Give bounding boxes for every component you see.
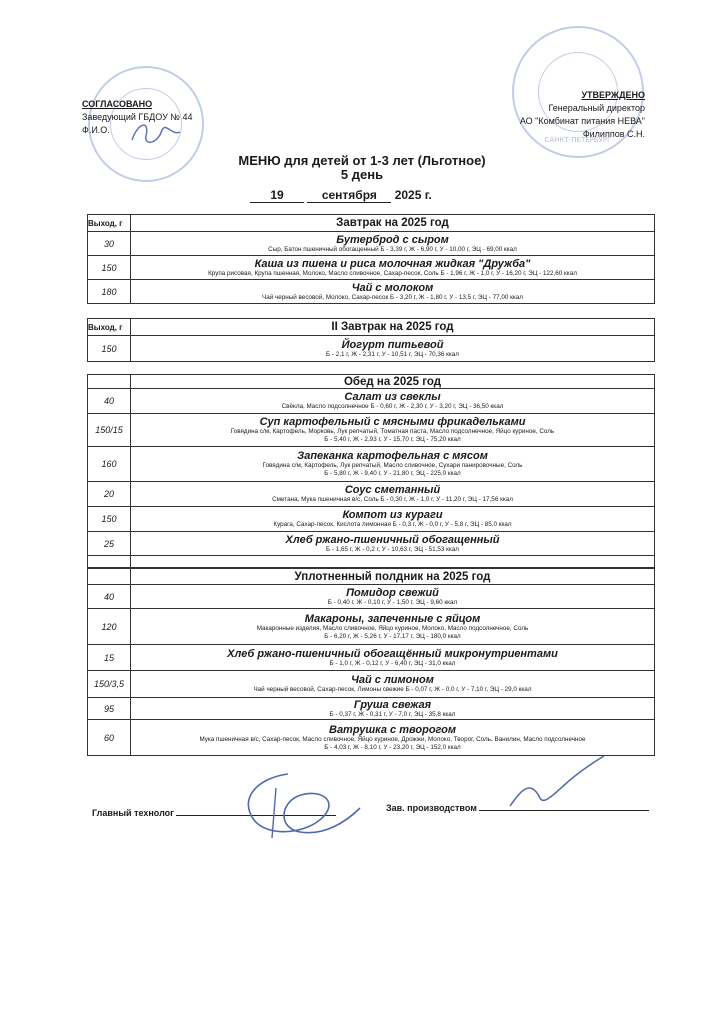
menu-row — [88, 671, 655, 698]
dish-name: Хлеб ржано-пшеничный обогащенный — [285, 533, 500, 546]
dish-detail: Чай черный весовой, Сахар-песок, Лимоны свежие Б - 0,07 г, Ж - 0,0 г, У - 7,10 г, ЭЦ - 29,0 ккал — [253, 686, 532, 693]
signature-left — [128, 116, 188, 152]
dish-name: Хлеб ржано-пшеничный обогащённый микронутриентами — [227, 647, 558, 660]
row-output: 20 — [88, 482, 131, 507]
row-output: 160 — [88, 447, 131, 482]
menu-row — [88, 645, 655, 671]
menu-row — [88, 482, 655, 507]
dish-nutrition: Б - 5,40 г, Ж - 2,93 г, У - 15,70 г, ЭЦ - 75,20 ккал — [324, 436, 461, 443]
dish-nutrition: Б - 6,20 г, Ж - 5,26 г, У - 17,17 г, ЭЦ - 180,0 ккал — [324, 632, 461, 640]
menu-row — [88, 609, 655, 645]
dish-detail: Говядина с/м, Картофель, Лук репчатый, Масло сливочное, Сухари панировочные, Соль — [262, 462, 523, 469]
dish-nutrition: Б - 5,80 г, Ж - 9,40 г, У - 21,80 г, ЭЦ - 225,0 ккал — [324, 470, 461, 477]
section-afternoon-snack — [87, 568, 655, 756]
menu-row — [88, 698, 655, 720]
menu-row — [88, 414, 655, 447]
dish-detail: Б - 1,0 г, Ж - 0,12 г, У - 6,40 г, ЭЦ - 31,0 ккал — [329, 659, 456, 667]
row-output: 40 — [88, 389, 131, 414]
section-title: Обед на 2025 год — [131, 375, 655, 389]
output-header: Выход, г — [88, 215, 131, 232]
row-output: 40 — [88, 585, 131, 609]
prod-label: Зав. производством — [386, 803, 477, 813]
dish-detail: Свёкла, Масло подсолнечное Б - 0,60 г, Ж - 2,30 г, У - 3,20 г, ЭЦ - 36,50 ккал — [281, 403, 504, 410]
row-output: 150 — [88, 336, 131, 362]
dish-name: Соус сметанный — [344, 484, 441, 496]
section-lunch — [87, 374, 655, 568]
dish-name: Груша свежая — [353, 698, 432, 711]
dish-detail: Сыр, Батон пшеничный обогащенный Б - 3,39 г, Ж - 6,90 г, У - 10,00 г, ЭЦ - 69,00 ккал — [268, 245, 517, 253]
menu-date — [250, 188, 432, 203]
dish-name: Бутерброд с сыром — [336, 233, 449, 246]
approval-right-title: УТВЕРЖДЕНО — [581, 90, 645, 100]
date-day: 19 — [250, 188, 304, 203]
dish-detail: Говядина с/м, Картофель, Морковь, Лук репчатый, Томатная паста, Масло подсолнечное, Яйцо куриное, Соль — [230, 428, 555, 435]
dish-detail: Б - 2,1 г, Ж - 2,31 г, У - 10,51 г, ЭЦ - 70,36 ккал — [326, 350, 459, 358]
menu-day: 5 день — [340, 167, 384, 182]
date-year: 2025 г. — [394, 188, 432, 202]
row-output: 120 — [88, 609, 131, 645]
output-header — [88, 569, 131, 585]
section-title: Уплотненный полдник на 2025 год — [131, 569, 655, 585]
dish-name: Салат из свеклы — [344, 391, 441, 403]
menu-row — [88, 280, 655, 304]
output-header: Выход, г — [88, 319, 131, 336]
approval-left-name: Ф.И.О. — [82, 125, 110, 135]
approval-right-position: Генеральный директор — [548, 103, 645, 113]
row-output: 30 — [88, 232, 131, 256]
row-output: 150 — [88, 507, 131, 532]
dish-name: Компот из кураги — [342, 509, 443, 521]
menu-row — [88, 232, 655, 256]
dish-name: Запеканка картофельная с мясом — [297, 450, 488, 462]
dish-detail: Курага, Сахар-песок, Кислота лимонная Б - 0,3 г, Ж - 0,0 г, У - 5,8 г, ЭЦ - 85,0 ккал — [273, 521, 512, 528]
signature-tech — [228, 768, 368, 852]
dish-name: Суп картофельный с мясными фрикадельками — [259, 416, 526, 428]
dish-detail: Б - 0,37 г, Ж - 0,31 г, У - 7,0 г, ЭЦ - 35,8 ккал — [329, 710, 456, 718]
tech-label: Главный технолог — [92, 808, 174, 818]
row-output: 150/3,5 — [88, 671, 131, 698]
dish-name: Макароны, запеченные с яйцом — [304, 612, 481, 625]
dish-name: Йогурт питьевой — [341, 338, 444, 351]
dish-detail: Макаронные изделия, Масло сливочное, Яйцо куриное, Молоко, Масло подсолнечное, Соль — [256, 624, 529, 632]
section-title: Завтрак на 2025 год — [131, 215, 655, 232]
row-output: 150/15 — [88, 414, 131, 447]
menu-row — [88, 336, 655, 362]
date-month: сентября — [307, 188, 391, 203]
dish-detail: Крупа рисовая, Крупа пшенная, Молоко, Масло сливочное, Сахар-песок, Соль Б - 1,96 г, Ж - 1,0 г, У - 16,20 г, ЭЦ - 122,60 ккал — [208, 269, 577, 277]
dish-name: Чай с молоком — [351, 281, 434, 294]
menu-row — [88, 389, 655, 414]
row-output: 15 — [88, 645, 131, 671]
menu-title: МЕНЮ для детей от 1-3 лет (Льготное) — [238, 153, 486, 168]
menu-row — [88, 256, 655, 280]
output-header — [88, 375, 131, 389]
approval-left-position: Заведующий ГБДОУ № 44 — [82, 112, 193, 122]
menu-row — [88, 720, 655, 756]
approval-right-name: Филиппов С.Н. — [582, 129, 645, 139]
row-output: 60 — [88, 720, 131, 756]
signature-prod — [500, 752, 610, 816]
dish-nutrition: Б - 4,03 г, Ж - 8,10 г, У - 23,20 г, ЭЦ - 152,0 ккал — [324, 743, 461, 751]
menu-row — [88, 507, 655, 532]
dish-detail: Б - 1,65 г, Ж - 0,2 г, У - 10,63 г, ЭЦ - 51,53 ккал — [326, 545, 459, 553]
menu-row — [88, 532, 655, 556]
dish-detail: Мука пшеничная в/с, Сахар-песок, Масло сливочное, Яйцо куриное, Дрожжи, Молоко, Творог, Соль, Ванилин, Масло подсолнечное — [199, 735, 586, 743]
dish-name: Ватрушка с творогом — [329, 723, 456, 736]
dish-name: Помидор свежий — [346, 586, 439, 599]
dish-name: Каша из пшена и риса молочная жидкая "Дружба" — [254, 257, 531, 270]
menu-row — [88, 447, 655, 482]
dish-detail: Чай черный весовой, Молоко, Сахар-песок Б - 3,20 г, Ж - 1,80 г, У - 13,5 г, ЭЦ - 77,00 ккал — [262, 293, 523, 301]
section-second-breakfast — [87, 318, 655, 362]
approval-left-title: СОГЛАСОВАНО — [82, 99, 153, 109]
section-breakfast — [87, 214, 655, 304]
approval-right — [500, 89, 645, 141]
row-output: 150 — [88, 256, 131, 280]
section-title: II Завтрак на 2025 год — [131, 319, 655, 336]
approval-right-company: АО "Комбинат питания НЕВА" — [519, 116, 645, 126]
dish-detail: Сметана, Мука пшеничная в/с, Соль Б - 0,30 г, Ж - 1,0 г, У - 11,20 г, ЭЦ - 17,56 ккал — [272, 496, 513, 503]
row-output: 25 — [88, 532, 131, 556]
dish-name: Чай с лимоном — [351, 674, 434, 686]
dish-detail: Б - 0,40 г, Ж - 0,10 г, У - 1,50 г, ЭЦ - 9,60 ккал — [327, 598, 458, 606]
menu-row — [88, 585, 655, 609]
row-output: 95 — [88, 698, 131, 720]
stamp-right-city: САНКТ-ПЕТЕРБУРГ — [544, 136, 612, 144]
spacer-row — [88, 556, 655, 568]
menu-title-block — [0, 154, 724, 182]
row-output: 180 — [88, 280, 131, 304]
